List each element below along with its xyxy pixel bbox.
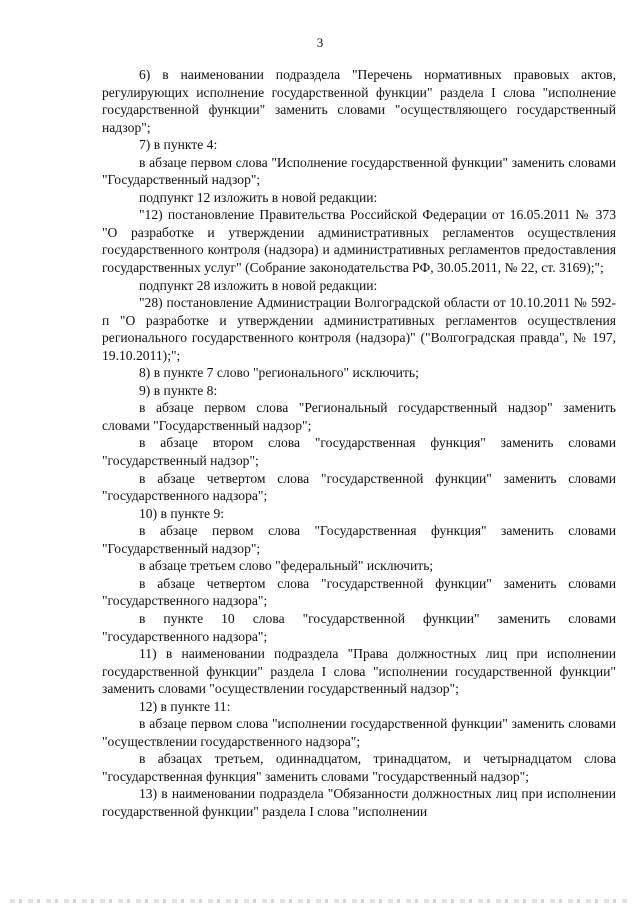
paragraph: подпункт 12 изложить в новой редакции:: [139, 189, 378, 205]
paragraph: 8) в пункте 7 слово "регионального" исключить;: [139, 365, 419, 381]
paragraph: "28) постановление Администрации Волгоградской области от 10.10.2011 № 592-п "О разработке и утверждении административных регламентов осуществления регионального государственного контроля (надзора)" ("Волгоградская правда", № 197, 19.10.2011);";: [102, 295, 616, 363]
document-body: [102, 66, 616, 821]
paragraph: 10) в пункте 9:: [139, 505, 225, 521]
paragraph: в абзаце четвертом слова "государственной функции" заменить словами "государственного надзора";: [102, 575, 616, 609]
page-number: 3: [316, 35, 324, 50]
paragraph: в абзацах третьем, одиннадцатом, тринадцатом, и четырнадцатом слова "государственная функция" заменить словами "государственный надзор";: [102, 751, 616, 784]
paragraph: 7) в пункте 4:: [139, 137, 218, 153]
paragraph: 11) в наименовании подраздела "Права должностных лиц при исполнении государственной функции" раздела I слова "исполнении государственной функции" заменить словами "осуществлении государственный надзор";: [102, 646, 616, 697]
paragraph: 13) в наименовании подраздела "Обязанности должностных лиц при исполнении государственной функции" раздела I слова "исполнении: [102, 786, 616, 819]
paragraph: в абзаце первом слова "исполнении государственной функции" заменить словами "осуществлении государственного надзора";: [102, 716, 616, 749]
paragraph: в абзаце третьем слово "федеральный" исключить;: [139, 558, 434, 574]
paragraph: "12) постановление Правительства Российской Федерации от 16.05.2011 № 373 "О разработке и утверждении административных регламентов осуществления государственного контроля (надзора) и административных регламентов предоставления государственных услуг" (Собрание законодательства РФ, 30.05.2011, № 22, ст. 3169);";: [102, 207, 616, 276]
paragraph: в абзаце первом слова "Государственная функция" заменить словами "Государственный надзор";: [102, 523, 616, 556]
paragraph: 9) в пункте 8:: [139, 382, 218, 398]
scan-artifact: [10, 899, 630, 903]
paragraph: в пункте 10 слова "государственной функции" заменить словами "государственного надзора";: [102, 610, 616, 644]
paragraph: в абзаце втором слова "государственная функция" заменить словами "государственный надзор";: [102, 435, 616, 469]
paragraph: в абзаце четвертом слова "государственной функции" заменить словами "государственного надзора";: [102, 470, 616, 504]
paragraph: в абзаце первом слова "Региональный государственный надзор" заменить словами "Государственный надзор";: [102, 400, 616, 433]
paragraph: 6) в наименовании подраздела "Перечень нормативных правовых актов, регулирующих исполнение государственной функции" раздела I слова "исполнение государственной функции" заменить словами "осуществляющего государственный надзор";: [102, 67, 616, 135]
paragraph: в абзаце первом слова "Исполнение государственной функции" заменить словами "Государственный надзор";: [102, 154, 616, 188]
paragraph: 12) в пункте 11:: [139, 698, 231, 714]
paragraph: подпункт 28 изложить в новой редакции:: [139, 277, 378, 293]
